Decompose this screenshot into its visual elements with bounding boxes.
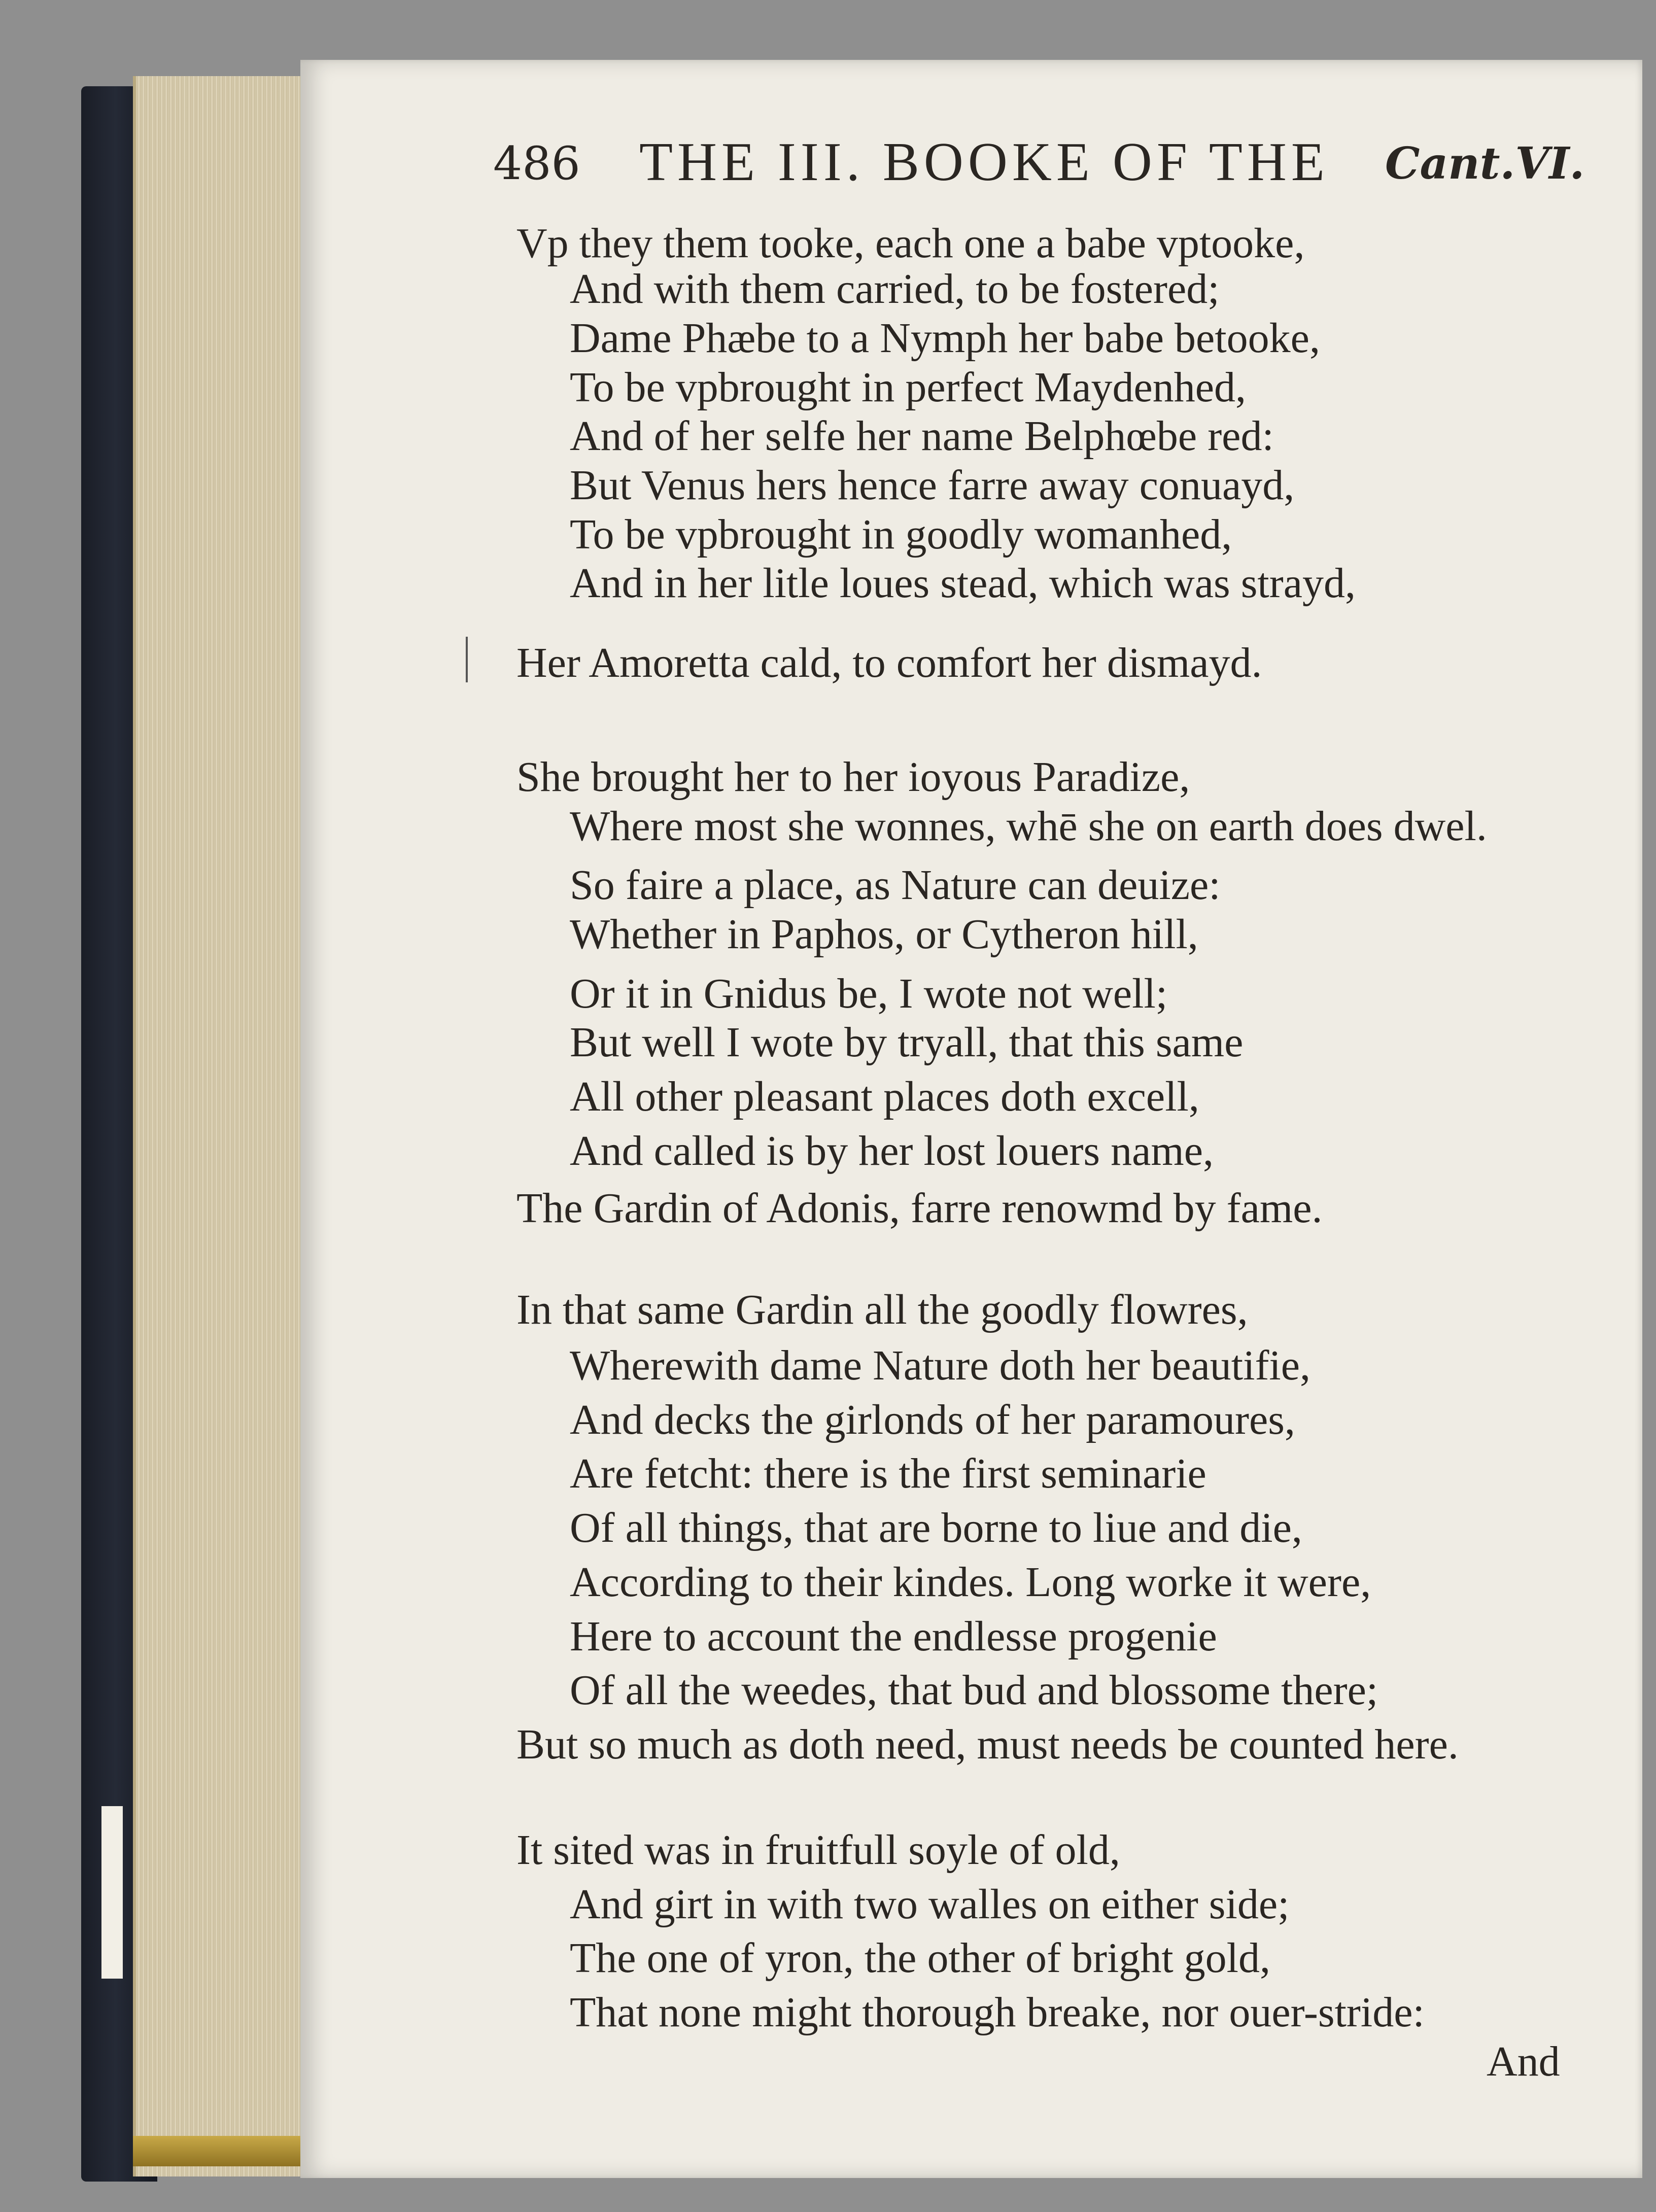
verse-line: Whether in Paphos, or Cytheron hill, — [570, 911, 1198, 958]
verse-line: And in her litle loues stead, which was strayd, — [570, 560, 1356, 607]
verse-line: But well I wote by tryall, that this same — [570, 1019, 1244, 1066]
running-title: THE III. BOOKE OF THE — [639, 132, 1329, 192]
margin-mark — [466, 637, 468, 682]
verse-line: But so much as doth need, must needs be counted here. — [516, 1721, 1459, 1768]
verse-line: To be vpbrought in perfect Maydenhed, — [570, 364, 1247, 411]
verse-line: According to their kindes. Long worke it were, — [570, 1559, 1371, 1606]
verse-line: Her Amoretta cald, to comfort her dismayd. — [516, 639, 1262, 686]
verse-line: That none might thorough breake, nor ouer-stride: — [570, 1989, 1425, 2036]
verse-line: And of her selfe her name Belphœbe red: — [570, 412, 1274, 460]
verse-line: In that same Gardin all the goodly flowres, — [516, 1286, 1248, 1333]
catchword: And — [1487, 2038, 1560, 2085]
verse-line: And with them carried, to be fostered; — [570, 265, 1220, 313]
gilt-edge — [133, 2136, 300, 2166]
verse-line: Or it in Gnidus be, I wote not well; — [570, 970, 1168, 1017]
page-edges — [133, 76, 303, 2176]
verse-line: So faire a place, as Nature can deuize: — [570, 861, 1221, 909]
verse-line: All other pleasant places doth excell, — [570, 1073, 1199, 1120]
verse-line: To be vpbrought in goodly womanhed, — [570, 511, 1232, 558]
verse-line: Of all things, that are borne to liue and die, — [570, 1504, 1302, 1551]
verse-line: It sited was in fruitfull soyle of old, — [516, 1826, 1120, 1874]
verse-line: But Venus hers hence farre away conuayd, — [570, 462, 1295, 509]
canto-label: Cant.VI. — [1385, 138, 1585, 189]
verse-line: And called is by her lost louers name, — [570, 1127, 1214, 1174]
verse-line: Of all the weedes, that bud and blossome there; — [570, 1667, 1378, 1714]
verse-line: Vp they them tooke, each one a babe vptooke, — [516, 220, 1305, 267]
page-number: 486 — [493, 137, 580, 190]
verse-line: Are fetcht: there is the first seminarie — [570, 1450, 1206, 1497]
verse-line: Where most she wonnes, whē she on earth does dwel. — [570, 803, 1487, 850]
verse-line: And decks the girlonds of her paramoures, — [570, 1396, 1295, 1443]
verse-line: The one of yron, the other of bright gold, — [570, 1934, 1270, 1982]
verse-line: Wherewith dame Nature doth her beautifie, — [570, 1342, 1311, 1389]
verse-line: And girt in with two walles on either side; — [570, 1881, 1290, 1928]
verse-line: Here to account the endlesse progenie — [570, 1613, 1217, 1660]
verse-line: Dame Phæbe to a Nymph her babe betooke, — [570, 315, 1320, 362]
verse-line: The Gardin of Adonis, farre renowmd by fame. — [516, 1185, 1323, 1232]
verse-line: She brought her to her ioyous Paradize, — [516, 753, 1190, 801]
paper-slip — [101, 1806, 123, 1979]
